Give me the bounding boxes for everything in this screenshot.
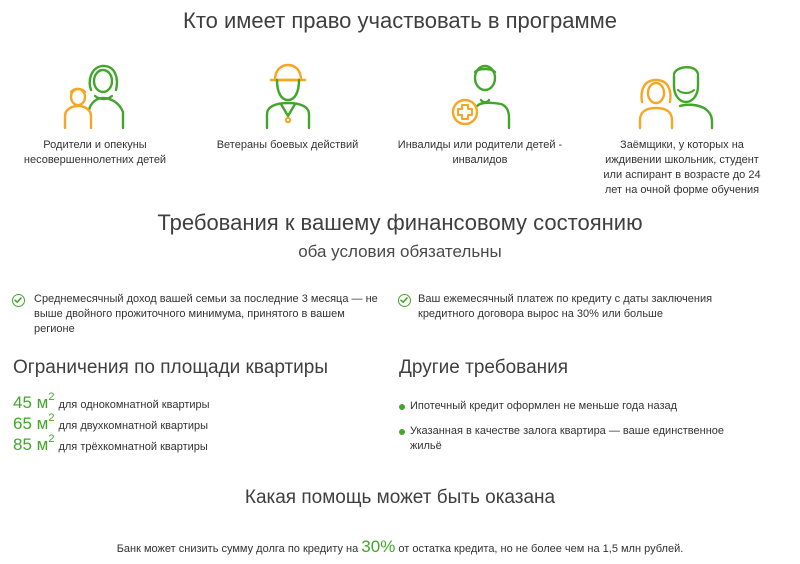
help-text: Банк может снизить сумму долга по кредиту на 30% от остатка кредита, но не более чем на 1,5 млн рублей. bbox=[116, 537, 684, 556]
page-title: Кто имеет право участвовать в программе bbox=[183, 8, 617, 33]
other-item-only-home: Указанная в качестве залога квартира — ваше единственное жильё bbox=[410, 425, 725, 452]
help-percent: 30% bbox=[361, 537, 396, 556]
area-title: Ограничения по площади квартиры bbox=[13, 357, 329, 378]
area-row-1room bbox=[13, 392, 210, 414]
parent-child-icon bbox=[57, 60, 129, 132]
borrowers-family-icon bbox=[636, 60, 716, 132]
area-desc: для двухкомнатной квартиры bbox=[58, 419, 209, 432]
area-value: 85 $м^2$ bbox=[13, 433, 55, 454]
area-value: 45 $м^2$ bbox=[13, 391, 55, 412]
other-item-loan-age: Ипотечный кредит оформлен не меньше года назад bbox=[410, 400, 678, 412]
bullet-icon bbox=[399, 429, 405, 435]
bullet-icon bbox=[399, 404, 405, 410]
check-icon bbox=[398, 294, 411, 307]
area-value: 65 $м^2$ bbox=[13, 412, 55, 433]
area-row-2room bbox=[13, 413, 208, 435]
veteran-icon bbox=[251, 60, 323, 132]
area-desc: для однокомнатной квартиры bbox=[58, 398, 210, 411]
help-title: Какая помощь может быть оказана bbox=[244, 487, 556, 508]
area-row-3room bbox=[13, 434, 208, 456]
financial-title: Требования к вашему финансовому состоянию bbox=[157, 210, 643, 235]
disabled-person-icon bbox=[443, 60, 515, 132]
eligible-caption-disabled: Инвалиды или родители детей - инвалидов bbox=[397, 139, 563, 166]
eligible-caption-borrowers: Заёмщики, у которых на иждивении школьник, студент или аспирант в возрасте до 24 лет на очной форме обучения bbox=[603, 139, 761, 196]
eligible-caption-veterans: Ветераны боевых действий bbox=[216, 139, 359, 151]
financial-condition-payment: Ваш ежемесячный платеж по кредиту с даты заключения кредитного договора вырос на 30% или больше bbox=[418, 293, 713, 320]
check-icon bbox=[12, 294, 25, 307]
other-title: Другие требования bbox=[399, 357, 569, 378]
financial-subtitle: оба условия обязательны bbox=[298, 242, 502, 261]
financial-condition-income: Среднемесячный доход вашей семьи за последние 3 месяца — не выше двойного прожиточного минимума, принятого в вашем регионе bbox=[34, 293, 378, 335]
eligible-caption-parents: Родители и опекуны несовершеннолетних детей bbox=[23, 139, 167, 166]
area-desc: для трёхкомнатной квартиры bbox=[58, 440, 208, 453]
